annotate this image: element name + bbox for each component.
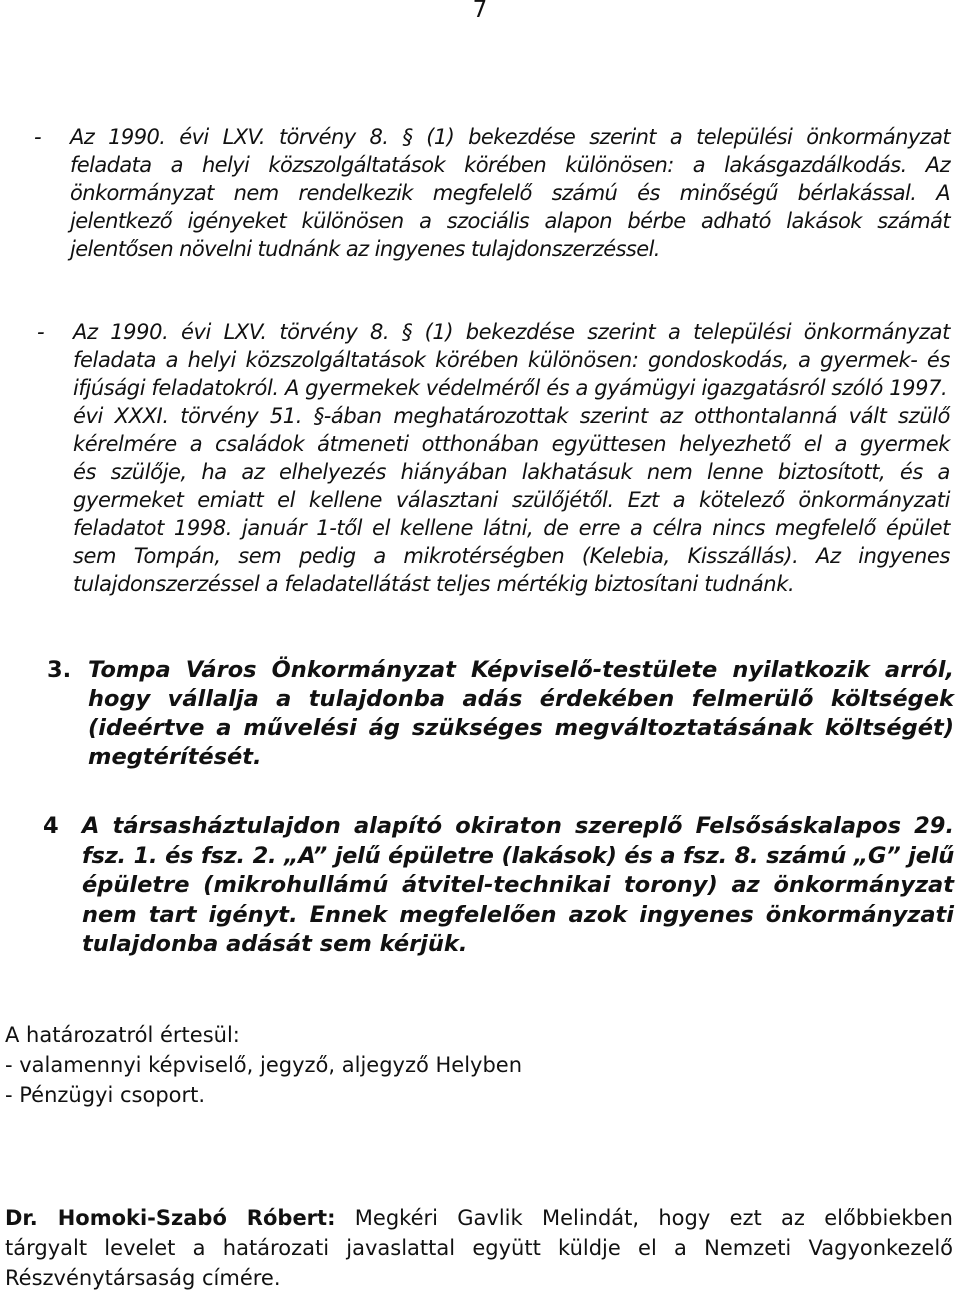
item3-line: megtérítését. [88, 744, 262, 770]
bullet2-line: kérelmére a családok átmeneti otthonában együttesen helyezhető el a gyermek [73, 432, 950, 456]
page-number: 7 [472, 0, 488, 23]
closing-text: Megkéri Gavlik Melindát, hogy ezt az előbbiekben [335, 1206, 953, 1230]
notification-item: - valamennyi képviselő, jegyző, aljegyző Helyben [5, 1053, 523, 1077]
notification-item: - Pénzügyi csoport. [5, 1083, 206, 1107]
item4-line: fsz. 1. és fsz. 2. „A” jelű épületre (lakások) és a fsz. 8. számú „G” jelű [82, 842, 954, 869]
item4-line: tulajdonba adását sem kérjük. [82, 931, 468, 957]
bullet2-line: feladata a helyi közszolgáltatások körében különösen: gondoskodás, a gyermek- és [73, 348, 950, 372]
resolution-item-3 [47, 656, 954, 772]
bullet2-line: évi XXXI. törvény 51. §-ában meghatározottak szerint az otthontalanná vált szülő [73, 404, 950, 428]
bullet1-line: jelentősen növelni tudnánk az ingyenes tulajdonszerzéssel. [70, 237, 660, 261]
bullet2-line: sem Tompán, sem pedig a mikrotérségben (Kelebia, Kisszállás). Az ingyenes [73, 544, 950, 568]
bullet1-line: feladata a helyi közszolgáltatások körében különösen: a lakásgazdálkodás. Az [70, 153, 950, 177]
speaker-name: Dr. Homoki-Szabó Róbert: [5, 1206, 336, 1230]
closing-paragraph [5, 1203, 953, 1293]
item4-line: A társasháztulajdon alapító okiraton szereplő Felsősáskalapos 29. [82, 813, 954, 839]
bullet2-line: feladatot 1998. január 1-től el kellene látni, de erre a célra nincs megfelelő épület [73, 516, 950, 540]
bullet1-line: önkormányzat nem rendelkezik megfelelő számú és minőségű bérlakással. A [70, 181, 950, 205]
item3-line: hogy vállalja a tulajdonba adás érdekében felmerülő költségek [88, 686, 954, 712]
bullet2-line: ifjúsági feladatokról. A gyermekek védelméről és a gyámügyi igazgatásról szóló 1997. [73, 376, 948, 400]
item4-line: nem tart igényt. Ennek megfelelően azok ingyenes önkormányzati [82, 901, 954, 928]
item-number: 4 [43, 813, 59, 839]
bullet-dash: - [34, 125, 41, 149]
item3-line: (ideértve a művelési ág szükséges megváltoztatásának költségét) [88, 715, 954, 741]
bullet2-line: tulajdonszerzéssel a feladatellátást teljes mértékig biztosítani tudnánk. [73, 572, 795, 596]
notification-heading: A határozatról értesül: [5, 1023, 240, 1047]
bullet-lakasgazdalkodas [34, 123, 950, 263]
item3-line: Tompa Város Önkormányzat Képviselő-testülete nyilatkozik arról, [88, 657, 954, 683]
item-number: 3. [47, 657, 72, 683]
item4-line: épületre (mikrohullámú átvitel-technikai torony) az önkormányzat [82, 872, 954, 898]
resolution-item-4 [43, 812, 954, 960]
bullet-gyermekvedelem [37, 318, 950, 598]
closing-line-1 [5, 1203, 953, 1233]
bullet1-line: jelentkező igényeket különösen a szociális alapon bérbe adható lakások számát [70, 209, 950, 233]
closing-line-3: Részvénytársaság címére. [5, 1266, 281, 1290]
bullet1-line: Az 1990. évi LXV. törvény 8. § (1) bekezdése szerint a települési önkormányzat [70, 125, 950, 149]
closing-line-2: tárgyalt levelet a határozati javaslattal együtt küldje el a Nemzeti Vagyonkezelő [5, 1236, 953, 1260]
bullet2-line: gyermeket emiatt el kellene választani szülőjétől. Ezt a kötelező önkormányzati [73, 488, 950, 512]
bullet2-line: és szülője, ha az elhelyezés hiányában lakhatásuk nem lenne biztosított, és a [73, 460, 950, 484]
bullet2-line: Az 1990. évi LXV. törvény 8. § (1) bekezdése szerint a települési önkormányzat [73, 320, 950, 344]
bullet-dash: - [37, 320, 45, 344]
notification-list [5, 1020, 522, 1110]
